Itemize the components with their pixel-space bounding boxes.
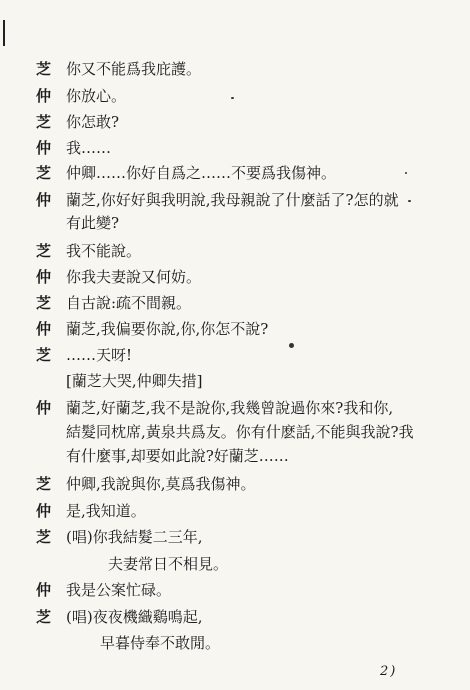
speaker-label: 仲 [36, 320, 52, 338]
dialogue-text: 蘭芝,我偏要你說,你,你怎不說? [66, 320, 269, 338]
dialogue-text: 有什麼事,却要如此說?好蘭芝…… [66, 447, 289, 465]
dialogue-text: ……天呀! [66, 346, 133, 364]
dialogue-text: 結髮同枕席,黃泉共爲友。你有什麽話,不能與我說?我 [66, 423, 414, 441]
speaker-label: 仲 [36, 87, 52, 105]
print-speck [231, 97, 234, 99]
dialogue-text: 有此變? [66, 214, 120, 232]
stage-direction-text: [蘭芝大哭,仲卿失措] [66, 372, 203, 390]
speaker-label: 芝 [36, 528, 52, 546]
dialogue-text: 你怎敢? [66, 113, 120, 131]
dialogue-text: 仲卿……你好自爲之……不要爲我傷神。 [66, 164, 337, 182]
song-text: 早暮侍奉不敢閒。 [100, 634, 221, 652]
dialogue-text: 自古說:疏不間親。 [66, 294, 192, 312]
binding-mark [3, 20, 5, 46]
speaker-label: 芝 [36, 346, 52, 364]
speaker-label: 仲 [36, 399, 52, 417]
speaker-label: 芝 [36, 113, 52, 131]
dialogue-text: 蘭芝,你好好與我明說,我母親說了什麼話了?怎的就 [66, 191, 399, 209]
speaker-label: 芝 [36, 164, 52, 182]
dialogue-text: 是,我知道。 [66, 502, 146, 520]
speaker-label: 芝 [36, 242, 52, 260]
speaker-label: 仲 [36, 581, 52, 599]
dialogue-text: 仲卿,我說與你,莫爲我傷神。 [66, 475, 256, 493]
speaker-label: 芝 [36, 60, 52, 78]
dialogue-text: 蘭芝,好蘭芝,我不是說你,我幾曾說過你來?我和你, [66, 399, 394, 417]
speaker-label: 仲 [36, 268, 52, 286]
print-speck [289, 343, 294, 348]
dialogue-text: 你放心。 [66, 87, 127, 105]
speaker-label: 仲 [36, 139, 52, 157]
song-text: (唱)夜夜機織鷄鳴起, [66, 608, 203, 626]
print-speck [405, 172, 407, 174]
print-speck [408, 200, 411, 202]
page-number: 2) [380, 664, 398, 679]
speaker-label: 芝 [36, 475, 52, 493]
song-text: (唱)你我結髮二三年, [66, 528, 203, 546]
dialogue-text: 我…… [66, 139, 112, 157]
dialogue-text: 你我夫妻說又何妨。 [66, 268, 202, 286]
dialogue-text: 我不能說。 [66, 242, 142, 260]
song-text: 夫妻常日不相見。 [108, 555, 229, 573]
speaker-label: 芝 [36, 608, 52, 626]
speaker-label: 仲 [36, 502, 52, 520]
speaker-label: 芝 [36, 294, 52, 312]
speaker-label: 仲 [36, 191, 52, 209]
dialogue-text: 你又不能爲我庇護。 [66, 60, 202, 78]
dialogue-text: 我是公案忙碌。 [66, 581, 172, 599]
